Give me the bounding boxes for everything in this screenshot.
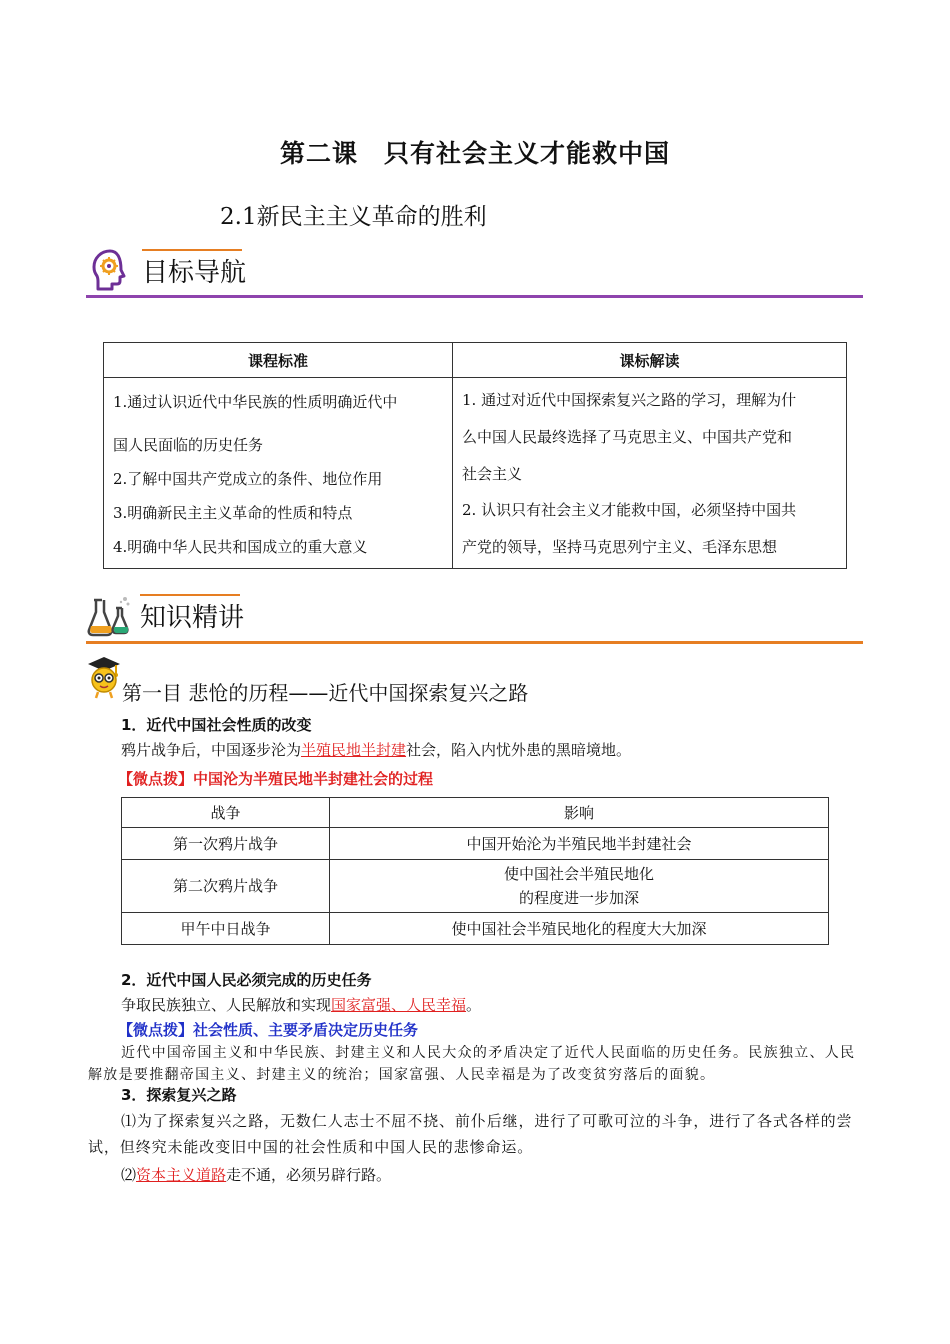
- table-header: 影响: [330, 798, 829, 828]
- table-header-row: [122, 798, 829, 828]
- interpretation-line: 么中国人民最终选择了马克思主义、中国共产党和: [462, 428, 793, 446]
- war-table: [121, 797, 829, 945]
- tip2-text: 社会性质、主要矛盾决定历史任务: [193, 1021, 419, 1039]
- tip2-bracket: 【微点拨】: [118, 1021, 194, 1039]
- standards-line: 1.通过认识近代中华民族的性质明确近代中: [113, 393, 398, 411]
- point3-item1: ⑴为了探索复兴之路，无数仁人志士不屈不挠、前仆后继，进行了可歌可泣的斗争，进行了各式各样的尝试，但终究未能改变旧中国的社会性质和中国人民的悲惨命运。: [88, 1112, 853, 1156]
- lesson-title: 第二课 只有社会主义才能救中国: [279, 139, 670, 168]
- goal-section-divider: [86, 295, 863, 298]
- standards-line: 2.了解中国共产党成立的条件、地位作用: [113, 470, 383, 488]
- standards-table: [103, 342, 847, 569]
- head-gear-icon: [88, 248, 132, 292]
- table-row: [122, 913, 829, 945]
- table-header: 战争: [122, 798, 330, 828]
- war-cell: 第一次鸦片战争: [122, 828, 330, 860]
- table-row: [104, 378, 847, 569]
- war-cell: 甲午中日战争: [122, 913, 330, 945]
- table-row: [122, 828, 829, 860]
- scholar-icon: [84, 654, 124, 700]
- knowledge-section-divider: [86, 641, 863, 644]
- point2-title: 2．近代中国人民必须完成的历史任务: [121, 971, 372, 989]
- tip1-text: 中国沦为半殖民地半封建社会的过程: [193, 770, 434, 788]
- table-header: 课程标准: [104, 343, 453, 378]
- interpretation-line: 产党的领导，坚持马克思列宁主义、毛泽东思想: [462, 538, 778, 556]
- effect-cell: 使中国社会半殖民地化的程度大大加深: [330, 913, 829, 945]
- point1-highlight: 半殖民地半封建: [301, 741, 407, 759]
- point2-highlight: 国家富强、人民幸福: [331, 996, 467, 1014]
- point2-text-before: 争取民族独立、人民解放和实现: [121, 996, 332, 1014]
- standards-cell: [104, 378, 453, 569]
- lesson-heading: 第一目 悲怆的历程——近代中国探索复兴之路: [122, 681, 529, 705]
- point1-text: [121, 738, 631, 762]
- effect-line: 的程度进一步加深: [518, 889, 639, 907]
- standards-line: 4.明确中华人民共和国成立的重大意义: [113, 538, 368, 556]
- table-header-row: [104, 343, 847, 378]
- tip2: [118, 1019, 418, 1040]
- tip1: [118, 768, 433, 789]
- interpretation-line: 2. 认识只有社会主义才能救中国，必须坚持中国共: [462, 501, 797, 519]
- interpretation-line: 社会主义: [462, 465, 523, 483]
- point3-item2-after: 走不通，必须另辟行路。: [226, 1166, 392, 1184]
- standards-line: 3.明确新民主主义革命的性质和特点: [113, 504, 353, 522]
- effect-cell: [330, 860, 829, 913]
- standards-line: 国人民面临的历史任务: [113, 436, 264, 454]
- point1-title: 1．近代中国社会性质的改变: [121, 716, 312, 734]
- goal-label-underline: [142, 249, 242, 251]
- knowledge-label-underline: [140, 594, 240, 596]
- knowledge-section-label: 知识精讲: [140, 603, 245, 633]
- interpretation-line: 1. 通过对近代中国探索复兴之路的学习，理解为什: [462, 391, 797, 409]
- point2-text: [121, 993, 481, 1017]
- goal-section-label: 目标导航: [142, 258, 247, 288]
- point1-text-before: 鸦片战争后，中国逐步沦为: [121, 741, 302, 759]
- section-subtitle: 2.1新民主主义革命的胜利: [220, 204, 487, 230]
- point3-item2-prefix: ⑵: [121, 1166, 137, 1184]
- effect-line: 使中国社会半殖民地化: [503, 865, 654, 883]
- tip1-bracket: 【微点拨】: [118, 770, 194, 788]
- interpretation-cell: [453, 378, 847, 569]
- point1-text-after: 社会，陷入内忧外患的黑暗境地。: [406, 741, 632, 759]
- point3-title: 3．探索复兴之路: [121, 1086, 237, 1104]
- war-cell: 第二次鸦片战争: [122, 860, 330, 913]
- point3-item2-highlight: 资本主义道路: [136, 1166, 227, 1184]
- flask-icon: [86, 594, 130, 638]
- knowledge-section-header: [86, 590, 863, 646]
- table-header: 课标解读: [453, 343, 847, 378]
- point3-item2: [121, 1163, 391, 1187]
- point2-text-after: 。: [466, 996, 482, 1014]
- effect-cell: 中国开始沦为半殖民地半封建社会: [330, 828, 829, 860]
- goal-section-header: [86, 244, 863, 300]
- table-row: [122, 860, 829, 913]
- tip2-paragraph: 近代中国帝国主义和中华民族、封建主义和人民大众的矛盾决定了近代人民面临的历史任务。民族独立、人民解放是要推翻帝国主义、封建主义的统治；国家富强、人民幸福是为了改变贫穷落后的面貌。: [88, 1045, 856, 1083]
